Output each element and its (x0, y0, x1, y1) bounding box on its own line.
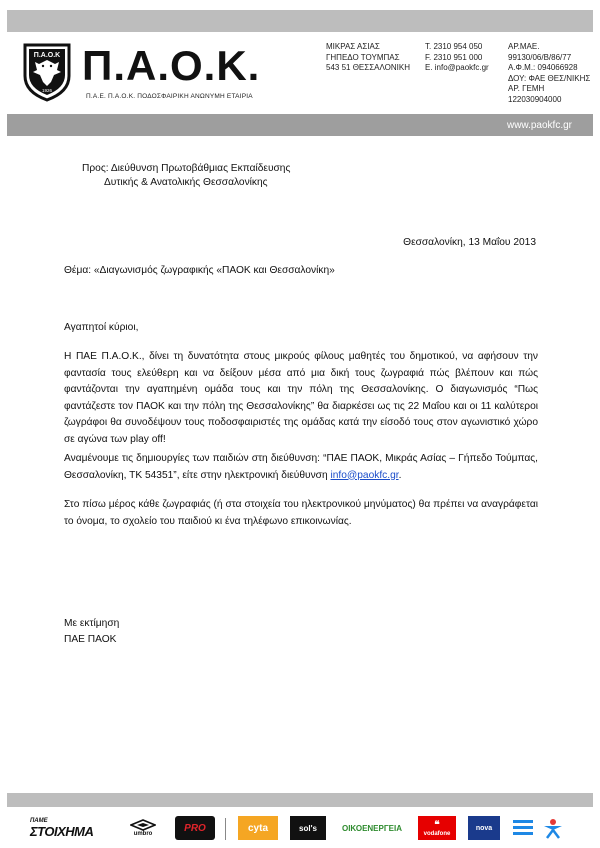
address-block (326, 42, 410, 74)
header-website-bar (7, 114, 593, 136)
cyta-logo: cyta (238, 816, 278, 840)
nova-logo: nova (468, 816, 500, 840)
umbro-diamond-icon (130, 819, 156, 831)
address-line: ΓΗΠΕΔΟ ΤΟΥΜΠΑΣ (326, 52, 400, 62)
salutation: Αγαπητοί κύριοι, (64, 322, 139, 333)
registry-block (508, 42, 590, 105)
sponsor-divider (225, 818, 226, 840)
header-top-bar (7, 10, 593, 32)
letter-subject: Θέμα: «Διαγωνισμός ζωγραφικής «ΠΑΟΚ και Θεσσαλονίκη» (64, 265, 335, 276)
oikoenergeia-logo: ΟΙΚΟΕΝΕΡΓΕΙΑ (341, 823, 402, 833)
brand-title: Π.Α.Ο.Κ. (82, 42, 261, 89)
svg-text:Π.Α.Ο.Κ: Π.Α.Ο.Κ (33, 52, 61, 59)
body-paragraph-2 (64, 451, 538, 484)
paragraph-2-end: . (398, 469, 402, 481)
closing-line: Με εκτίμηση (64, 618, 120, 629)
body-paragraph-3: Στο πίσω μέρος κάθε ζωγραφιάς (ή στα στοιχεία του ηλεκτρονικού μηνύματος) θα πρέπει να αναγράφεται το όνομα, το σχολείο του παιδιού κι ένα τηλέφωνο επικοινωνίας. (64, 499, 538, 527)
body-paragraph-1: Η ΠΑΕ Π.Α.Ο.Κ., δίνει τη δυνατότητα στους μικρούς φίλους μαθητές του δημοτικού, να αφήσουν την φαντασία τους ελεύθερη και να δείξουν μέσα από μια δική τους ζωγραφιά πώς βλέπουν και πώς φαντάζονται την αγαπημένη ομάδα τους και την πόλη της Θεσσαλονίκης. Ο διαγωνισμός “Πως φαντάζεστε τον ΠΑΟΚ και την πόλη της Θεσσαλονίκης” θα διαρκέσει ως τις 22 Μαΐου και οι 11 καλύτεροι ζωγράφοι θα συνοδέψουν τους ποδοσφαιριστές της ομάδας κατά την είσοδό τους στον αγωνιστικό χώρο σε αγώνα των play off! (64, 351, 538, 445)
phone-line: T. 2310 954 050 (425, 42, 483, 51)
email-link[interactable]: info@paokfc.gr (330, 469, 399, 481)
stoixima-logo (30, 816, 110, 840)
registry-line: ΑΡ. ΓΕΜΗ (508, 84, 545, 93)
sponsor-strip (30, 816, 575, 844)
registry-line: 122030904000 (508, 94, 562, 104)
footer-bar (7, 793, 593, 807)
svg-text:1926: 1926 (41, 88, 53, 93)
registry-line: 99130/06/Β/86/77 (508, 52, 572, 62)
stoixima-label: ΣΤΟΙΧΗΜΑ (30, 823, 94, 839)
recipient-line-1: Προς: Διεύθυνση Πρωτοβάθμιας Εκπαίδευσης (82, 163, 291, 174)
address-line: ΜΙΚΡΑΣ ΑΣΙΑΣ (326, 42, 380, 51)
fax-line: F. 2310 951 000 (425, 52, 483, 62)
umbro-label: umbro (133, 831, 153, 837)
brand-subtitle: Π.Α.Ε. Π.Α.Ο.Κ. ΠΟΔΟΣΦΑΙΡΙΚΗ ΑΝΩΝΥΜΗ ΕΤΑΙΡΙΑ (86, 93, 253, 100)
flag-stripes-icon (512, 816, 534, 840)
pro-logo: PRO (175, 816, 215, 840)
address-line: 543 51 ΘΕΣΣΑΛΟΝΙΚΗ (326, 63, 410, 72)
registry-line: Α.Φ.Μ.: 094066928 (508, 63, 578, 72)
vodafone-quote-icon: ❝ (434, 819, 440, 831)
letter-date: Θεσσαλονίκη, 13 Μαΐου 2013 (403, 237, 536, 248)
star-figure-icon (540, 816, 566, 840)
paok-crest-logo (22, 42, 72, 102)
recipient-line-2: Δυτικής & Ανατολικής Θεσσαλονίκης (104, 177, 268, 188)
website-label: www.paokfc.gr (506, 120, 572, 131)
umbro-logo (118, 816, 168, 840)
registry-line: ΔΟΥ: ΦΑΕ ΘΕΣ/ΝΙΚΗΣ (508, 73, 591, 83)
contact-block (425, 42, 489, 74)
stoixima-small-label: ΠΑΜΕ (30, 817, 48, 824)
email-line: E. info@paokfc.gr (425, 63, 489, 72)
registry-line: ΑΡ.ΜΑΕ. (508, 42, 540, 51)
paragraph-2-text: Αναμένουμε τις δημιουργίες των παιδιών στη διεύθυνση: “ΠΑΕ ΠΑΟΚ, Μικράς Ασίας – Γήπεδο Τούμπας, Θεσσαλονίκη, ΤΚ 54351”, είτε στην ηλεκτρονική διεύθυνση (64, 453, 538, 481)
sols-logo: sol's (290, 816, 326, 840)
vodafone-label: vodafone (423, 830, 451, 837)
vodafone-logo (418, 816, 456, 840)
signature-line: ΠΑΕ ΠΑΟΚ (64, 634, 117, 645)
